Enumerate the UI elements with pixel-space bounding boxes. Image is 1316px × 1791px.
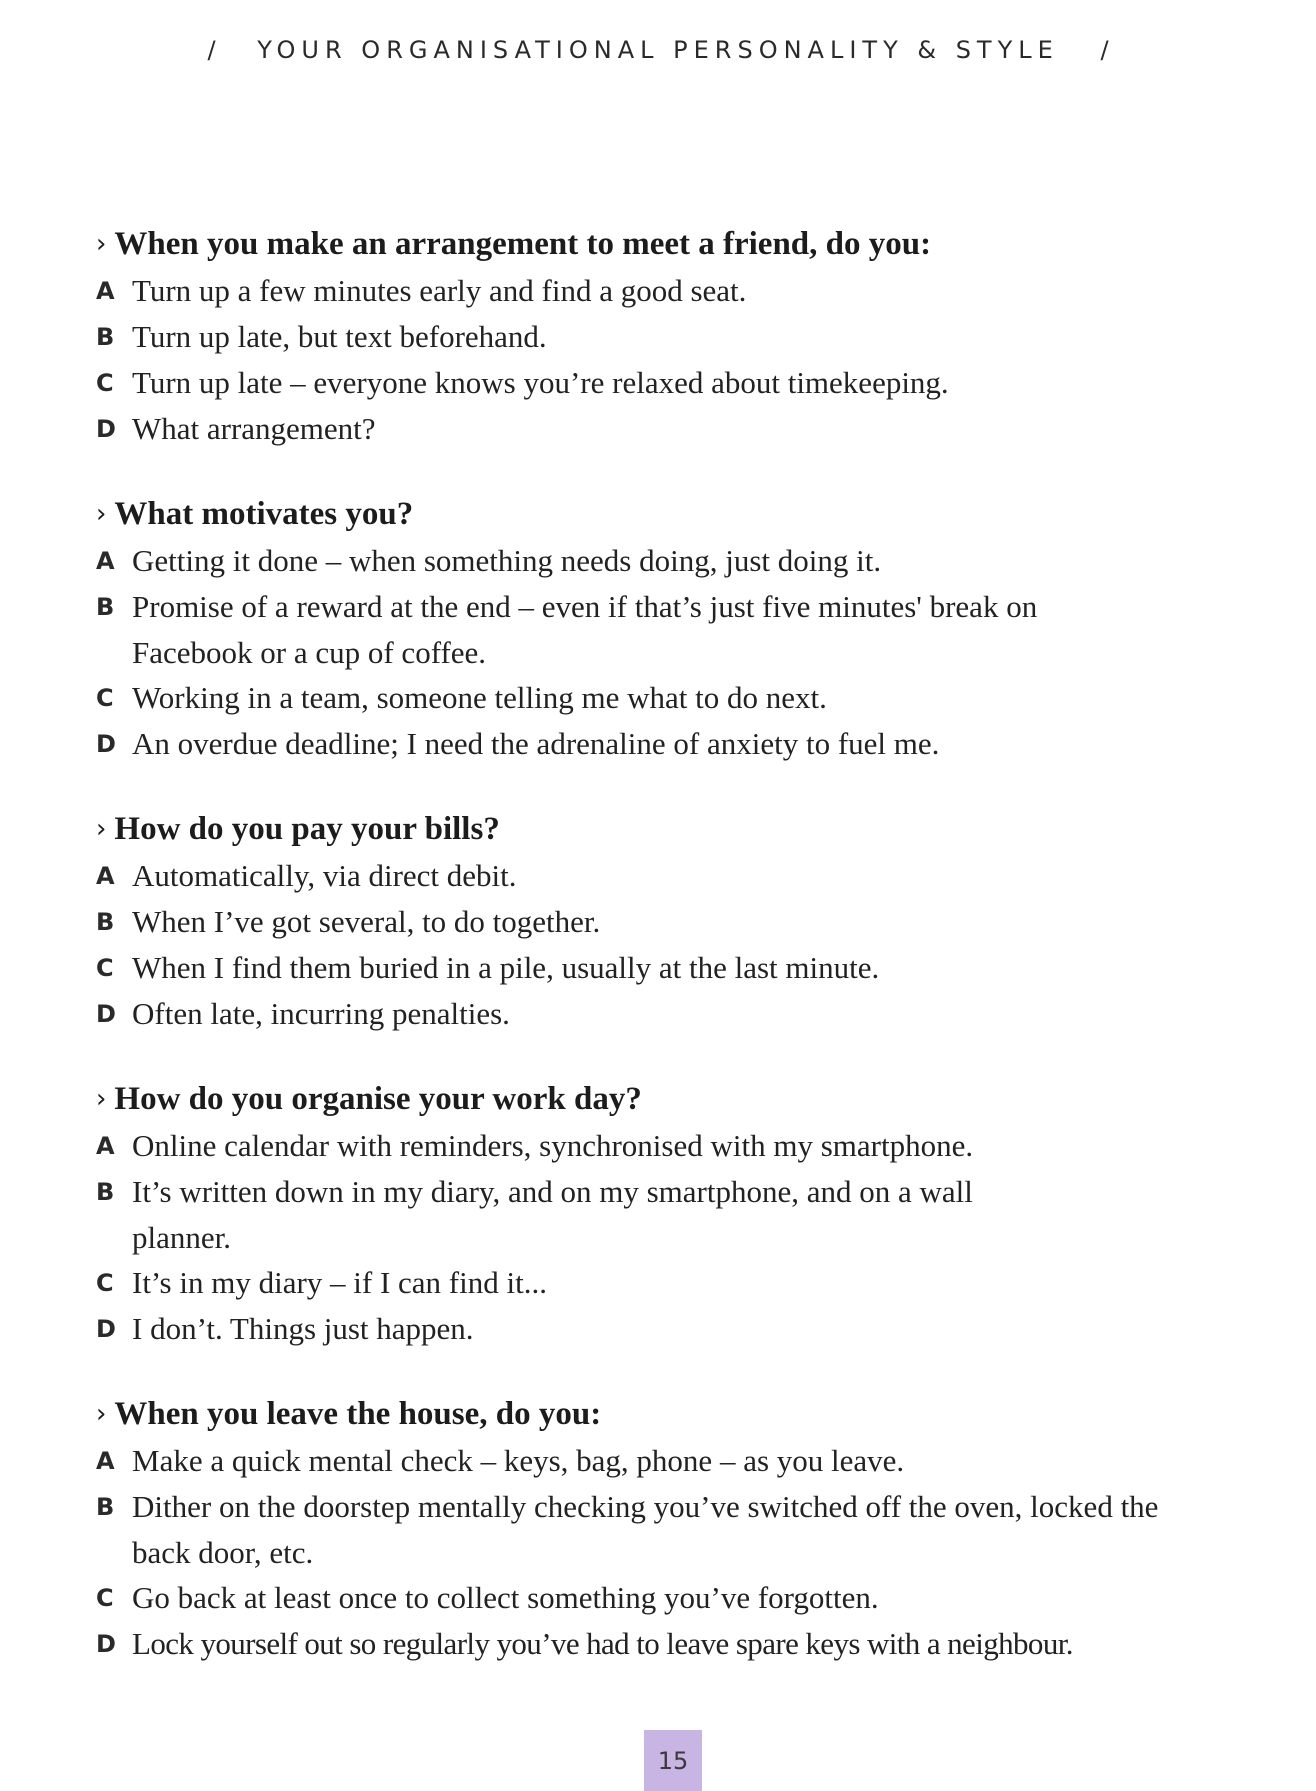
option-item: [96, 991, 1246, 1037]
header-title: YOUR ORGANISATIONAL PERSONALITY & STYLE: [257, 36, 1059, 64]
option-text: An overdue deadline; I need the adrenaline of anxiety to fuel me.: [132, 726, 940, 761]
option-item: [96, 945, 1246, 991]
header-slash-left: /: [207, 36, 216, 64]
option-item: [96, 1123, 1246, 1169]
option-item: [96, 268, 1246, 314]
question-block-4: [96, 1077, 1246, 1352]
question-heading: [96, 492, 1246, 538]
question-block-1: [96, 222, 1246, 452]
page-number: 15: [644, 1730, 702, 1791]
running-header: [0, 36, 1316, 64]
option-letter: D: [96, 730, 116, 758]
option-letter: A: [96, 862, 115, 890]
option-text: It’s written down in my diary, and on my smartphone, and on a wall planner.: [132, 1174, 973, 1255]
option-letter: A: [96, 547, 115, 575]
option-item: [96, 1169, 1246, 1260]
option-letter: B: [96, 593, 115, 621]
option-letter: A: [96, 1132, 115, 1160]
option-letter: D: [96, 415, 116, 443]
option-item: [96, 1484, 1246, 1575]
option-item: [96, 1306, 1246, 1352]
option-text: When I’ve got several, to do together.: [132, 904, 601, 939]
option-letter: B: [96, 1493, 115, 1521]
option-text: Often late, incurring penalties.: [132, 996, 510, 1031]
question-heading: [96, 222, 1246, 268]
option-text: Online calendar with reminders, synchronised with my smartphone.: [132, 1128, 974, 1163]
question-text: What motivates you?: [114, 496, 414, 532]
question-text: How do you organise your work day?: [114, 1081, 642, 1117]
option-letter: B: [96, 1178, 115, 1206]
header-slash-right: /: [1100, 36, 1109, 64]
option-item: [96, 721, 1246, 767]
option-item: [96, 538, 1246, 584]
option-text: Turn up late – everyone knows you’re relaxed about timekeeping.: [132, 365, 949, 400]
option-text: Turn up late, but text beforehand.: [132, 319, 547, 354]
question-text: When you make an arrangement to meet a friend, do you:: [114, 226, 932, 262]
chevron-right-icon: ›: [96, 499, 107, 529]
option-item: [96, 853, 1246, 899]
option-text: I don’t. Things just happen.: [132, 1311, 474, 1346]
option-text: It’s in my diary – if I can find it...: [132, 1265, 547, 1300]
option-item: [96, 1575, 1246, 1621]
option-text: Turn up a few minutes early and find a good seat.: [132, 273, 747, 308]
option-item: [96, 1260, 1246, 1306]
option-item: [96, 899, 1246, 945]
option-letter: C: [96, 684, 114, 712]
option-letter: B: [96, 323, 115, 351]
option-text: Lock yourself out so regularly you’ve had to leave spare keys with a neighbour.: [132, 1626, 1073, 1661]
option-text: What arrangement?: [132, 411, 376, 446]
option-text: Promise of a reward at the end – even if that’s just five minutes' break on Facebook or a cup of coffee.: [132, 589, 1038, 670]
option-letter: C: [96, 1269, 114, 1297]
option-text: Go back at least once to collect something you’ve forgotten.: [132, 1580, 879, 1615]
option-text: Dither on the doorstep mentally checking you’ve switched off the oven, locked the back door, etc.: [132, 1489, 1159, 1570]
option-letter: D: [96, 1000, 116, 1028]
option-letter: D: [96, 1630, 116, 1658]
option-item: [96, 314, 1246, 360]
option-letter: D: [96, 1315, 116, 1343]
question-heading: [96, 1392, 1246, 1438]
question-heading: [96, 807, 1246, 853]
option-text: When I find them buried in a pile, usually at the last minute.: [132, 950, 880, 985]
option-item: [96, 675, 1246, 721]
chevron-right-icon: ›: [96, 814, 107, 844]
question-block-5: [96, 1392, 1246, 1667]
option-letter: C: [96, 1584, 114, 1612]
option-text: Getting it done – when something needs doing, just doing it.: [132, 543, 882, 578]
option-item: [96, 360, 1246, 406]
question-text: When you leave the house, do you:: [114, 1396, 602, 1432]
option-letter: C: [96, 369, 114, 397]
option-text: Working in a team, someone telling me what to do next.: [132, 680, 827, 715]
question-text: How do you pay your bills?: [114, 811, 500, 847]
quiz-content: [96, 222, 1246, 1707]
option-letter: C: [96, 954, 114, 982]
chevron-right-icon: ›: [96, 1399, 107, 1429]
question-block-2: [96, 492, 1246, 767]
chevron-right-icon: ›: [96, 229, 107, 259]
option-item: [96, 584, 1246, 675]
option-item: [96, 1621, 1246, 1667]
option-letter: B: [96, 908, 115, 936]
option-letter: A: [96, 1447, 115, 1475]
option-item: [96, 1438, 1246, 1484]
question-block-3: [96, 807, 1246, 1037]
option-text: Automatically, via direct debit.: [132, 858, 517, 893]
chevron-right-icon: ›: [96, 1084, 107, 1114]
option-item: [96, 406, 1246, 452]
question-heading: [96, 1077, 1246, 1123]
option-text: Make a quick mental check – keys, bag, phone – as you leave.: [132, 1443, 905, 1478]
option-letter: A: [96, 277, 115, 305]
